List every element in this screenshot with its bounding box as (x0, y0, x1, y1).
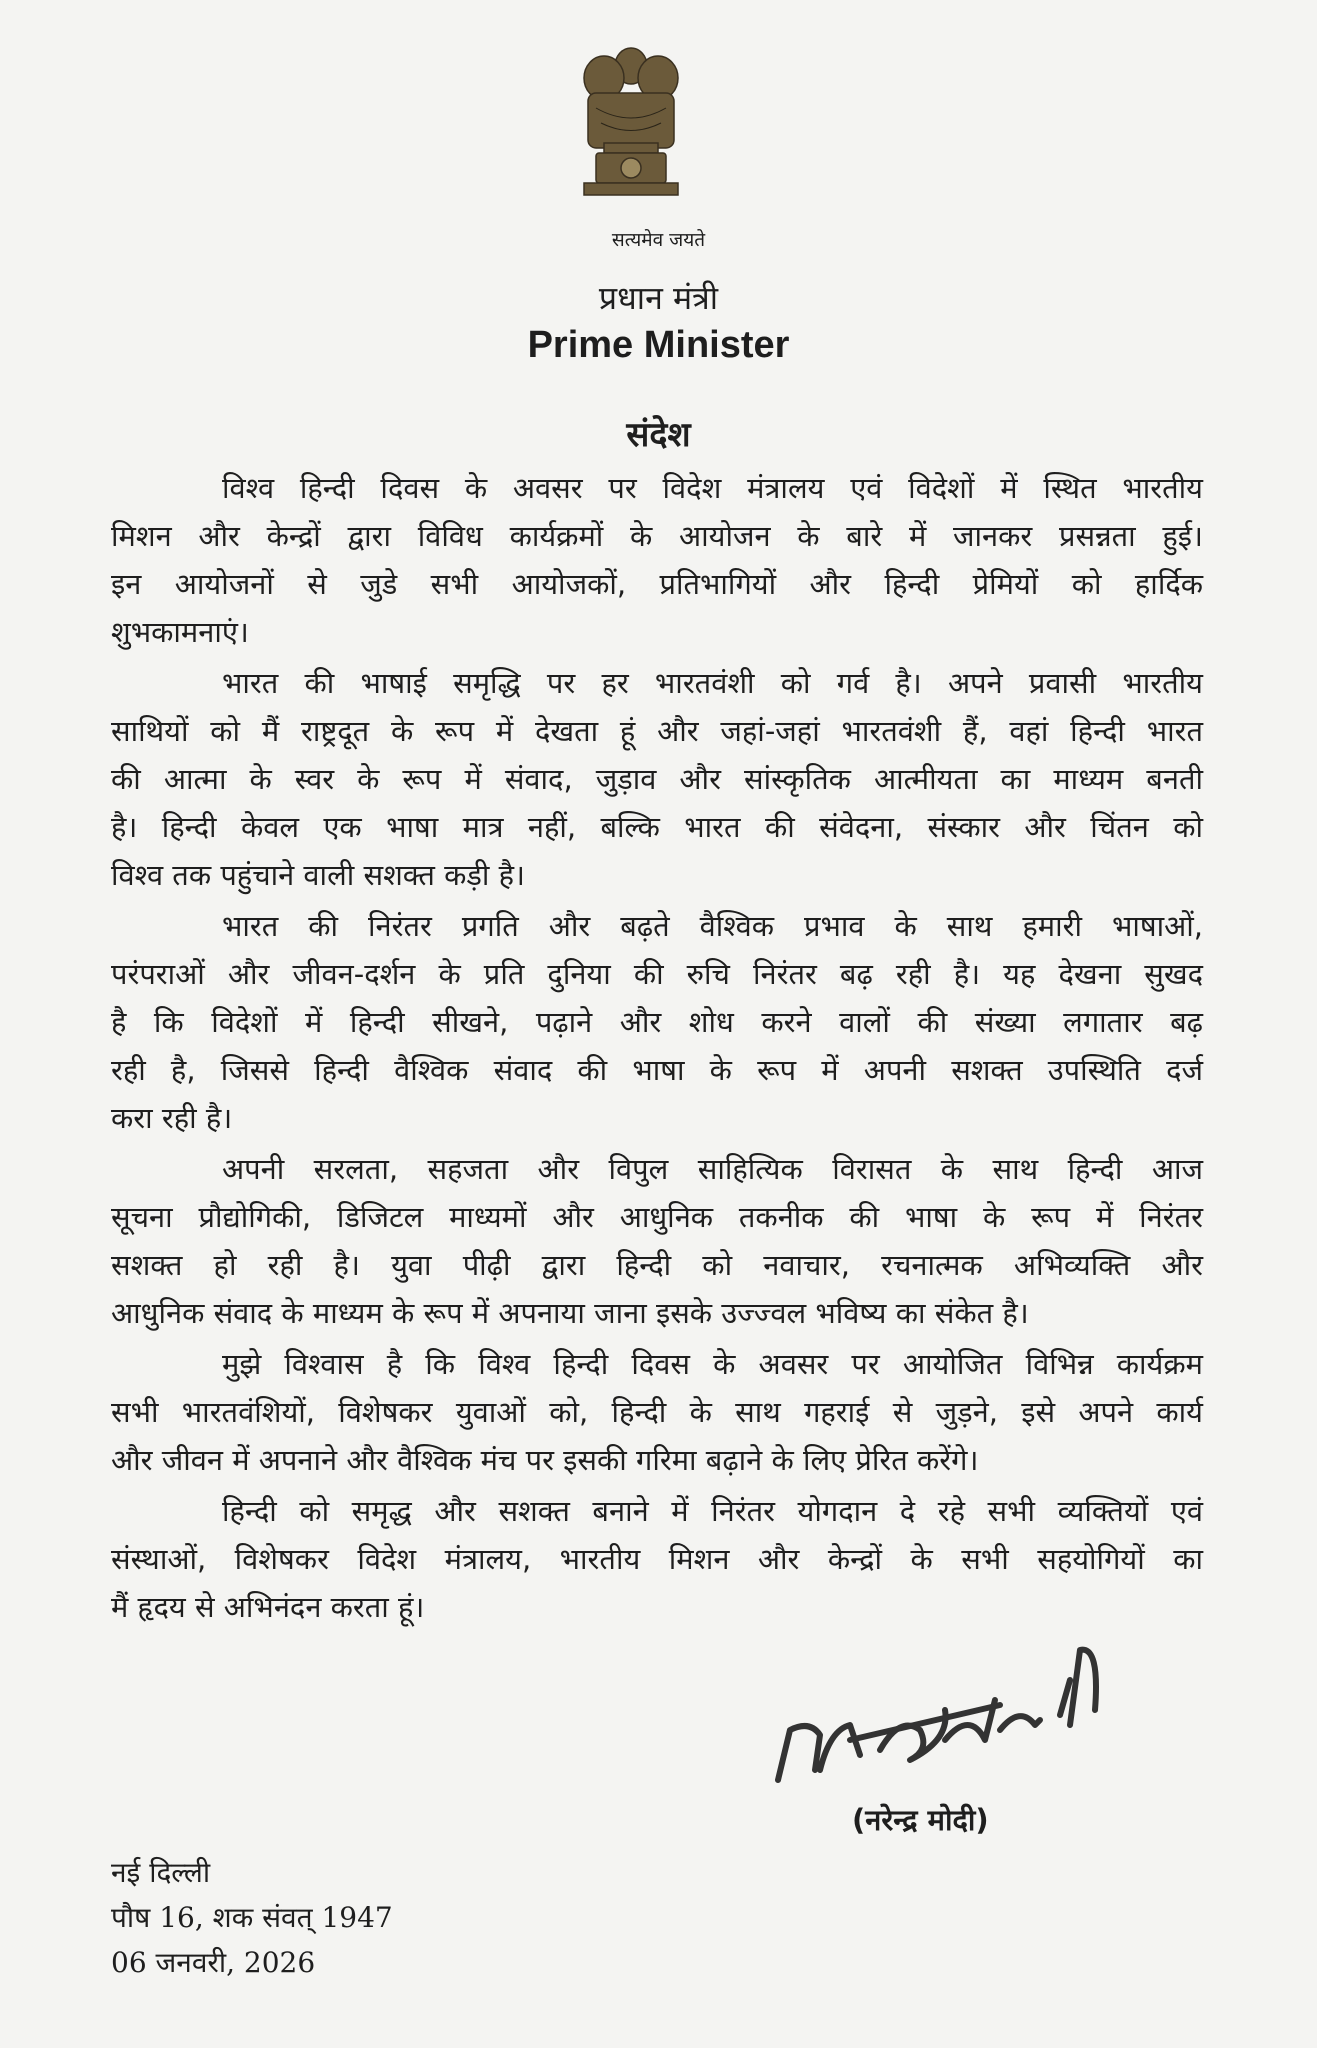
paragraph-line: है। हिन्दी केवल एक भाषा मात्र नहीं, बल्कि भारत की संवेदना, संस्कार और चिंतन को (111, 810, 1203, 844)
saka-date: पौष 16, शक संवत् 1947 (111, 1901, 393, 1934)
paragraph-line: करा रही है। (111, 1101, 233, 1135)
national-emblem-icon (566, 38, 696, 218)
message-paragraph (111, 464, 1203, 656)
paragraph-line: शुभकामनाएं। (111, 615, 249, 649)
paragraph-line: सूचना प्रौद्योगिकी, डिजिटल माध्यमों और आधुनिक तकनीक की भाषा के रूप में निरंतर (111, 1200, 1203, 1234)
paragraph-line: परंपराओं और जीवन-दर्शन के प्रति दुनिया की रुचि निरंतर बढ़ रही है। यह देखना सुखद (111, 957, 1203, 991)
message-paragraph (111, 1145, 1203, 1337)
paragraph-line: है कि विदेशों में हिन्दी सीखने, पढ़ाने और शोध करने वालों की संख्या लगातार बढ़ (111, 1005, 1203, 1039)
paragraph-line: साथियों को मैं राष्ट्रदूत के रूप में देखता हूं और जहां-जहां भारतवंशी हैं, वहां हिन्दी भारत (111, 714, 1203, 748)
message-paragraph (111, 659, 1203, 899)
date: 06 जनवरी, 2026 (111, 1946, 316, 1979)
footer-dateline (111, 1850, 393, 1985)
paragraph-line: मुझे विश्वास है कि विश्व हिन्दी दिवस के अवसर पर आयोजित विभिन्न कार्यक्रम (222, 1347, 1203, 1381)
office-title-english: Prime Minister (527, 324, 790, 366)
paragraph-line: की आत्मा के स्वर के रूप में संवाद, जुड़ाव और सांस्कृतिक आत्मीयता का माध्यम बनती (111, 762, 1203, 796)
message-paragraph (111, 1487, 1203, 1631)
message-paragraph (111, 902, 1203, 1142)
paragraph-line: सभी भारतवंशियों, विशेषकर युवाओं को, हिन्दी के साथ गहराई से जुड़ने, इसे अपने कार्य (111, 1395, 1203, 1429)
paragraph-line: आधुनिक संवाद के माध्यम के रूप में अपनाया जाना इसके उज्ज्वल भविष्य का संकेत है। (111, 1296, 1029, 1330)
handwritten-signature (770, 1630, 1110, 1785)
paragraph-line: संस्थाओं, विशेषकर विदेश मंत्रालय, भारतीय मिशन और केन्द्रों के सभी सहयोगियों का (111, 1542, 1203, 1576)
paragraph-line: विश्व हिन्दी दिवस के अवसर पर विदेश मंत्रालय एवं विदेशों में स्थित भारतीय (222, 471, 1203, 505)
message-paragraph (111, 1340, 1203, 1484)
paragraph-line: मैं हृदय से अभिनंदन करता हूं। (111, 1590, 425, 1624)
emblem-motto: सत्यमेव जयते (611, 229, 706, 251)
message-heading: संदेश (626, 415, 691, 455)
paragraph-line: हिन्दी को समृद्ध और सशक्त बनाने में निरंतर योगदान दे रहे सभी व्यक्तियों एवं (222, 1494, 1203, 1528)
paragraph-line: भारत की निरंतर प्रगति और बढ़ते वैश्विक प्रभाव के साथ हमारी भाषाओं, (222, 909, 1203, 943)
paragraph-line: रही है, जिससे हिन्दी वैश्विक संवाद की भाषा के रूप में अपनी सशक्त उपस्थिति दर्ज (111, 1053, 1203, 1087)
office-title-hindi: प्रधान मंत्री (598, 279, 719, 317)
paragraph-line: और जीवन में अपनाने और वैश्विक मंच पर इसकी गरिमा बढ़ाने के लिए प्रेरित करेंगे। (111, 1443, 979, 1477)
paragraph-line: अपनी सरलता, सहजता और विपुल साहित्यिक विरासत के साथ हिन्दी आज (222, 1152, 1203, 1186)
message-body (111, 464, 1203, 1634)
paragraph-line: सशक्त हो रही है। युवा पीढ़ी द्वारा हिन्दी को नवाचार, रचनात्मक अभिव्यक्ति और (111, 1248, 1203, 1282)
paragraph-line: इन आयोजनों से जुडे सभी आयोजकों, प्रतिभागियों और हिन्दी प्रेमियों को हार्दिक (111, 567, 1203, 601)
signatory-name: (नरेन्द्र मोदी) (852, 1803, 989, 1837)
paragraph-line: विश्व तक पहुंचाने वाली सशक्त कड़ी है। (111, 858, 525, 892)
place: नई दिल्ली (111, 1856, 211, 1889)
paragraph-line: मिशन और केन्द्रों द्वारा विविध कार्यक्रमों के आयोजन के बारे में जानकर प्रसन्नता हुई। (111, 519, 1203, 553)
paragraph-line: भारत की भाषाई समृद्धि पर हर भारतवंशी को गर्व है। अपने प्रवासी भारतीय (222, 666, 1203, 700)
